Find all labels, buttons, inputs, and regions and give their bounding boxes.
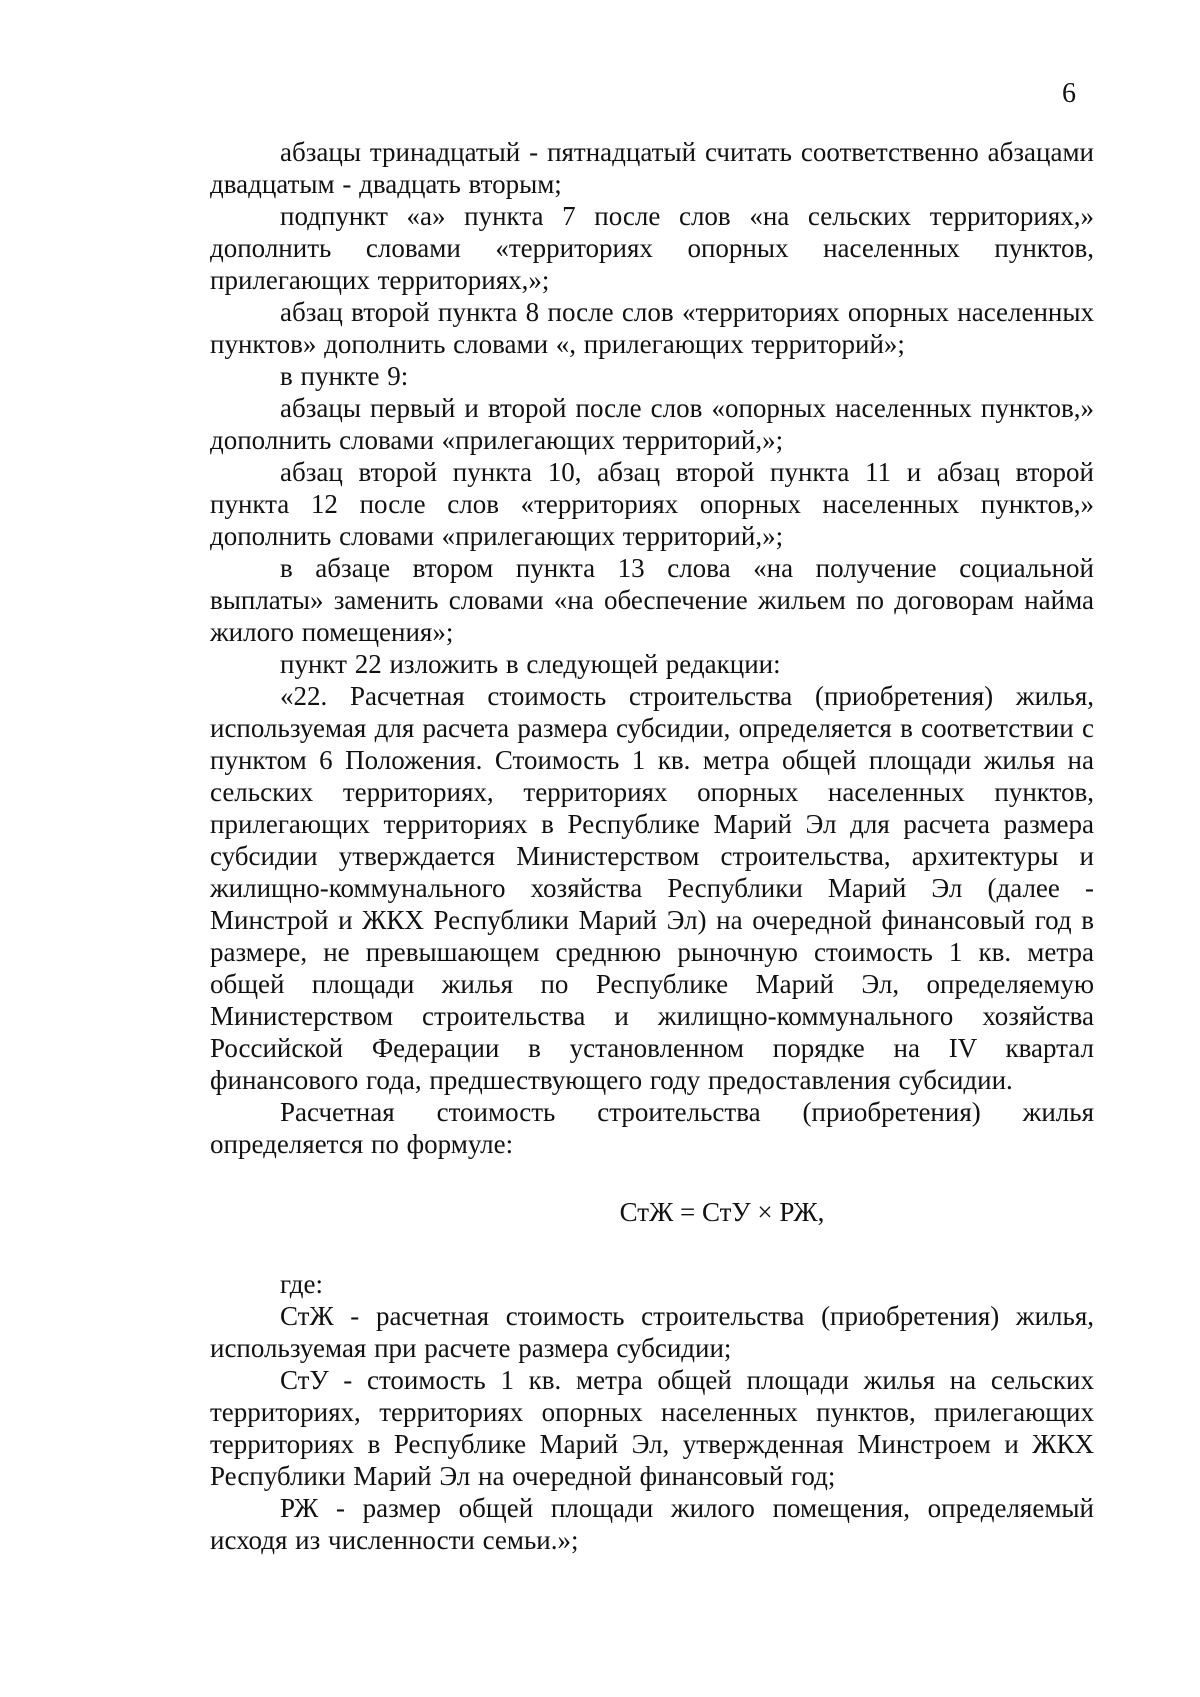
- document-body: [210, 136, 1094, 1556]
- page-number: 6: [1062, 78, 1076, 109]
- paragraph: абзац второй пункта 8 после слов «территориях опорных населенных пунктов» дополнить словами «, прилегающих территорий»;: [210, 297, 1094, 359]
- paragraph: Расчетная стоимость строительства (приобретения) жилья определяется по формуле:: [210, 1097, 1094, 1159]
- definition-paragraph: СтЖ - расчетная стоимость строительства (приобретения) жилья, используемая при расчете размера субсидии;: [210, 1301, 1094, 1363]
- paragraph: абзац второй пункта 10, абзац второй пункта 11 и абзац второй пункта 12 после слов «территориях опорных населенных пунктов,» дополнить словами «прилегающих территорий,»;: [210, 457, 1094, 551]
- paragraph: абзацы первый и второй после слов «опорных населенных пунктов,» дополнить словами «прилегающих территорий,»;: [210, 393, 1094, 455]
- where-label: где:: [280, 1269, 323, 1299]
- definition-paragraph: СтУ - стоимость 1 кв. метра общей площади жилья на сельских территориях, территориях опорных населенных пунктов, прилегающих территориях в Республике Марий Эл, утвержденная Минстроем и ЖКХ Республики Марий Эл на очередной финансовый год;: [210, 1365, 1094, 1491]
- definition-paragraph: РЖ - размер общей площади жилого помещения, определяемый исходя из численности семьи.»;: [210, 1493, 1094, 1555]
- paragraph: подпункт «а» пункта 7 после слов «на сельских территориях,» дополнить словами «территориях опорных населенных пунктов, прилегающих территориях,»;: [210, 201, 1094, 295]
- paragraph: «22. Расчетная стоимость строительства (приобретения) жилья, используемая для расчета размера субсидии, определяется в соответствии с пунктом 6 Положения. Стоимость 1 кв. метра общей площади жилья на сельских территориях, территориях опорных населенных пунктов, прилегающих территориях в Республике Марий Эл для расчета размера субсидии утверждается Министерством строительства, архитектуры и жилищно-коммунального хозяйства Республики Марий Эл (далее - Минстрой и ЖКХ Республики Марий Эл) на очередной финансовый год в размере, не превышающем среднюю рыночную стоимость 1 кв. метра общей площади жилья по Республике Марий Эл, определяемую Министерством строительства и жилищно-коммунального хозяйства Российской Федерации в установленном порядке на IV квартал финансового года, предшествующего году предоставления субсидии.: [210, 681, 1094, 1095]
- paragraph: пункт 22 изложить в следующей редакции:: [280, 649, 781, 679]
- paragraph: в абзаце втором пункта 13 слова «на получение социальной выплаты» заменить словами «на обеспечение жильем по договорам найма жилого помещения»;: [210, 553, 1094, 647]
- formula: СтЖ = СтУ × РЖ,: [619, 1197, 825, 1227]
- paragraph: в пункте 9:: [280, 361, 409, 391]
- paragraph: абзацы тринадцатый - пятнадцатый считать соответственно абзацами двадцатым - двадцать вторым;: [210, 137, 1094, 199]
